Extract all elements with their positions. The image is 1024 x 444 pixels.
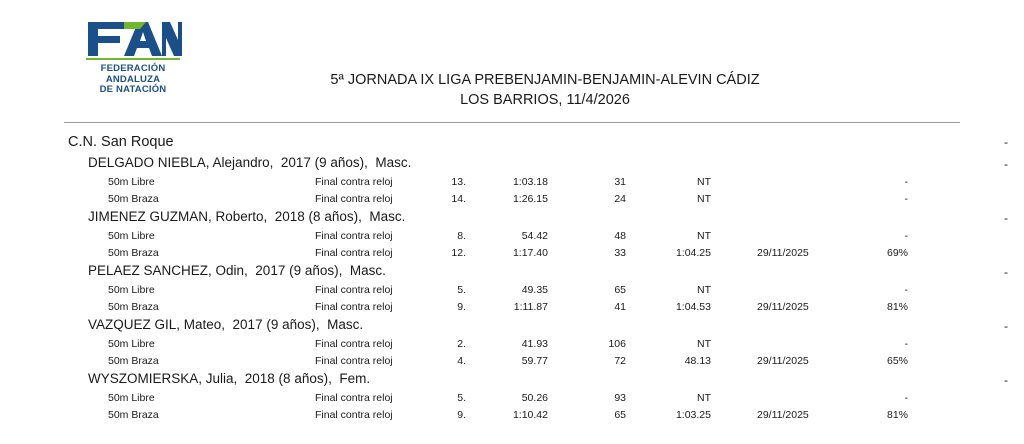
document-title [190,70,900,110]
event-percentage: 69% [886,247,908,259]
event-phase: Final contra reloj [315,193,393,205]
event-result-row [0,245,1024,262]
event-previous-date: 29/11/2025 [757,301,809,313]
club-trailing-mark: - [1004,135,1008,149]
event-place: 5. [457,284,466,296]
event-time: 59.77 [521,355,548,367]
title-secondary: LOS BARRIOS, 11/4/2026 [460,92,630,108]
swimmer-row [0,154,1024,174]
event-previous-time: 1:04.25 [675,247,711,259]
club-name: C.N. San Roque [68,134,174,150]
event-place: 13. [451,176,466,188]
swimmer-trailing-mark: - [1004,373,1008,387]
event-time: 1:26.15 [512,193,548,205]
event-place: 2. [457,338,466,350]
federation-line-2: ANDALUZA [105,73,161,85]
event-previous-time: NT [697,193,711,205]
event-name: 50m Libre [108,230,155,242]
event-result-row [0,407,1024,424]
federation-name [78,64,188,96]
federation-logo [78,18,188,96]
federation-line-3: DE NATACIÓN [99,84,167,95]
event-time: 54.42 [521,230,548,242]
swimmer-row [0,262,1024,282]
event-points: 106 [608,338,626,350]
event-previous-time: NT [697,230,711,242]
event-previous-time: 48.13 [684,355,711,367]
event-percentage: - [904,176,908,188]
event-name: 50m Braza [108,409,159,421]
event-points: 33 [614,247,626,259]
event-time: 50.26 [521,392,548,404]
event-points: 65 [614,409,626,421]
swimmer-name: JIMENEZ GUZMAN, Roberto, 2018 (8 años), Masc. [88,209,406,224]
event-phase: Final contra reloj [315,284,393,296]
event-result-row [0,336,1024,353]
swimmer-row [0,370,1024,390]
event-result-row [0,353,1024,370]
event-percentage: 81% [886,301,908,313]
event-previous-time: 1:03.25 [675,409,711,421]
event-place: 8. [457,230,466,242]
event-points: 93 [614,392,626,404]
event-points: 41 [614,301,626,313]
event-name: 50m Braza [108,247,159,259]
event-previous-date: 29/11/2025 [757,247,809,259]
swimmer-row [0,316,1024,336]
event-previous-time: NT [697,176,711,188]
event-phase: Final contra reloj [315,176,393,188]
event-points: 48 [614,230,626,242]
event-place: 14. [451,193,466,205]
swimmer-name: DELGADO NIEBLA, Alejandro, 2017 (9 años), Masc. [88,155,412,170]
header-divider [64,122,960,123]
event-result-row [0,299,1024,316]
event-time: 49.35 [521,284,548,296]
event-phase: Final contra reloj [315,355,393,367]
event-percentage: - [904,392,908,404]
event-percentage: - [904,284,908,296]
event-percentage: 65% [886,355,908,367]
event-place: 5. [457,392,466,404]
event-place: 12. [451,247,466,259]
event-previous-time: NT [697,392,711,404]
event-percentage: - [904,338,908,350]
swimmer-trailing-mark: - [1004,211,1008,225]
event-time: 1:10.42 [512,409,548,421]
document-header [0,0,1024,110]
event-percentage: - [904,193,908,205]
event-phase: Final contra reloj [315,392,393,404]
event-previous-time: NT [697,284,711,296]
title-primary: 5ª JORNADA IX LIGA PREBENJAMIN-BENJAMIN-ALEVIN CÁDIZ [330,72,760,88]
event-result-row [0,282,1024,299]
swimmer-row [0,208,1024,228]
event-name: 50m Libre [108,176,155,188]
event-percentage: 81% [886,409,908,421]
event-points: 24 [614,193,626,205]
fan-monogram-icon [84,18,182,60]
event-phase: Final contra reloj [315,301,393,313]
results-listing [0,132,1024,424]
swimmer-trailing-mark: - [1004,319,1008,333]
event-name: 50m Libre [108,284,155,296]
event-previous-date: 29/11/2025 [757,409,809,421]
event-name: 50m Braza [108,193,159,205]
event-name: 50m Libre [108,338,155,350]
event-place: 9. [457,409,466,421]
federation-line-1: FEDERACIÓN [100,63,166,74]
event-name: 50m Braza [108,355,159,367]
event-previous-date: 29/11/2025 [757,355,809,367]
event-phase: Final contra reloj [315,247,393,259]
event-phase: Final contra reloj [315,338,393,350]
event-time: 1:11.87 [513,301,548,313]
event-previous-time: NT [697,338,711,350]
event-name: 50m Braza [108,301,159,313]
event-percentage: - [904,230,908,242]
event-result-row [0,228,1024,245]
event-points: 31 [614,176,626,188]
event-place: 9. [457,301,466,313]
event-time: 41.93 [521,338,548,350]
event-name: 50m Libre [108,392,155,404]
event-points: 72 [614,355,626,367]
event-result-row [0,191,1024,208]
event-points: 65 [614,284,626,296]
event-time: 1:03.18 [512,176,548,188]
event-phase: Final contra reloj [315,230,393,242]
swimmer-trailing-mark: - [1004,157,1008,171]
swimmer-name: VAZQUEZ GIL, Mateo, 2017 (9 años), Masc. [88,317,364,332]
club-header-row [0,132,1024,154]
swimmer-name: WYSZOMIERSKA, Julia, 2018 (8 años), Fem. [88,371,371,386]
event-previous-time: 1:04.53 [675,301,711,313]
swimmer-name: PELAEZ SANCHEZ, Odin, 2017 (9 años), Masc. [88,263,386,278]
event-phase: Final contra reloj [315,409,393,421]
event-result-row [0,174,1024,191]
event-time: 1:17.40 [512,247,548,259]
event-place: 4. [457,355,466,367]
event-result-row [0,390,1024,407]
swimmer-trailing-mark: - [1004,265,1008,279]
